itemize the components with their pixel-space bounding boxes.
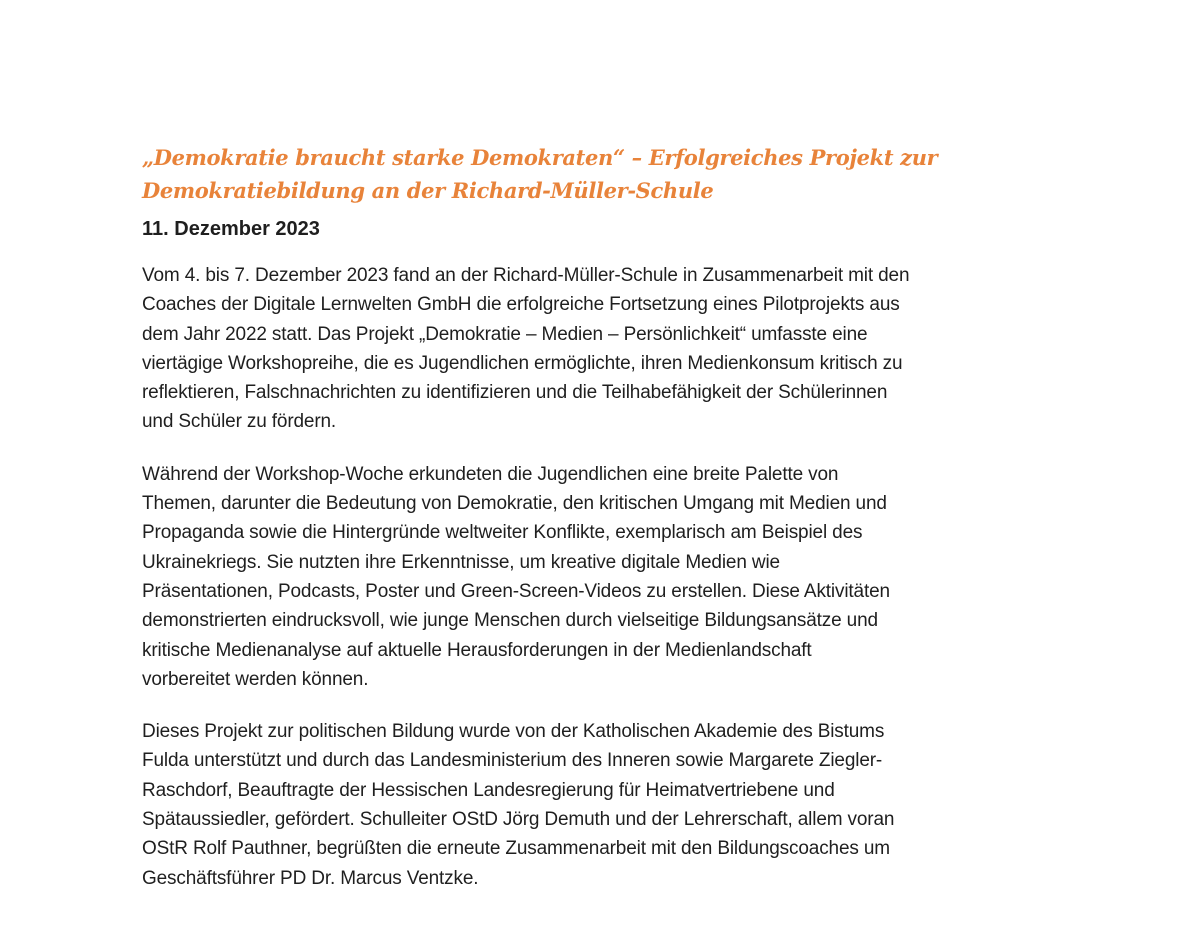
- paragraph-line: Präsentationen, Podcasts, Poster und Green-Screen-Videos zu erstellen. Diese Aktivitäten: [142, 580, 890, 602]
- article-date: 11. Dezember 2023: [142, 218, 320, 240]
- paragraph-line: Propaganda sowie die Hintergründe weltweiter Konflikte, exemplarisch am Beispiel des: [142, 522, 863, 544]
- paragraph-line: Raschdorf, Beauftragte der Hessischen Landesregierung für Heimatvertriebene und: [142, 779, 835, 801]
- article: [142, 141, 1047, 893]
- paragraph-line: und Schüler zu fördern.: [142, 411, 337, 433]
- paragraph-line: viertägige Workshopreihe, die es Jugendlichen ermöglichte, ihren Medienkonsum kritisch zu: [142, 352, 903, 374]
- paragraph-line: Vom 4. bis 7. Dezember 2023 fand an der Richard-Müller-Schule in Zusammenarbeit mit den: [142, 265, 910, 286]
- paragraph-line: kritische Medienanalyse auf aktuelle Herausforderungen in der Medienlandschaft: [142, 639, 812, 661]
- paragraph-line: Während der Workshop-Woche erkundeten die Jugendlichen eine breite Palette von: [142, 463, 839, 485]
- paragraph-line: Fulda unterstützt und durch das Landesministerium des Inneren sowie Margarete Ziegler-: [142, 750, 883, 772]
- article-title-line: Demokratiebildung an der Richard-Müller-Schule: [142, 178, 714, 203]
- paragraph-line: Themen, darunter die Bedeutung von Demokratie, den kritischen Umgang mit Medien und: [142, 493, 887, 515]
- paragraph-line: vorbereitet werden können.: [142, 668, 369, 690]
- paragraph-line: Coaches der Digitale Lernwelten GmbH die erfolgreiche Fortsetzung eines Pilotprojekts aus: [142, 294, 900, 316]
- paragraph-line: Geschäftsführer PD Dr. Marcus Ventzke.: [142, 867, 479, 889]
- article-title: [142, 141, 1047, 207]
- paragraph-line: demonstrierten eindrucksvoll, wie junge Menschen durch vielseitige Bildungsansätze und: [142, 610, 878, 632]
- paragraph-line: dem Jahr 2022 statt. Das Projekt „Demokratie – Medien – Persönlichkeit“ umfasste eine: [142, 323, 868, 345]
- paragraph-line: Spätaussiedler, gefördert. Schulleiter OStD Jörg Demuth und der Lehrerschaft, allem voran: [142, 809, 895, 831]
- paragraph-line: OStR Rolf Pauthner, begrüßten die erneute Zusammenarbeit mit den Bildungscoaches um: [142, 838, 890, 860]
- article-paragraph-1: [142, 261, 1047, 437]
- article-title-line: „Demokratie braucht starke Demokraten“ – Erfolgreiches Projekt zur: [142, 145, 938, 170]
- article-paragraph-2: [142, 460, 1047, 694]
- paragraph-line: Ukrainekriegs. Sie nutzten ihre Erkenntnisse, um kreative digitale Medien wie: [142, 551, 780, 573]
- paragraph-line: Dieses Projekt zur politischen Bildung wurde von der Katholischen Akademie des Bistums: [142, 721, 885, 743]
- article-paragraph-3: [142, 717, 1047, 893]
- paragraph-line: reflektieren, Falschnachrichten zu identifizieren und die Teilhabefähigkeit der Schülerinnen: [142, 382, 888, 404]
